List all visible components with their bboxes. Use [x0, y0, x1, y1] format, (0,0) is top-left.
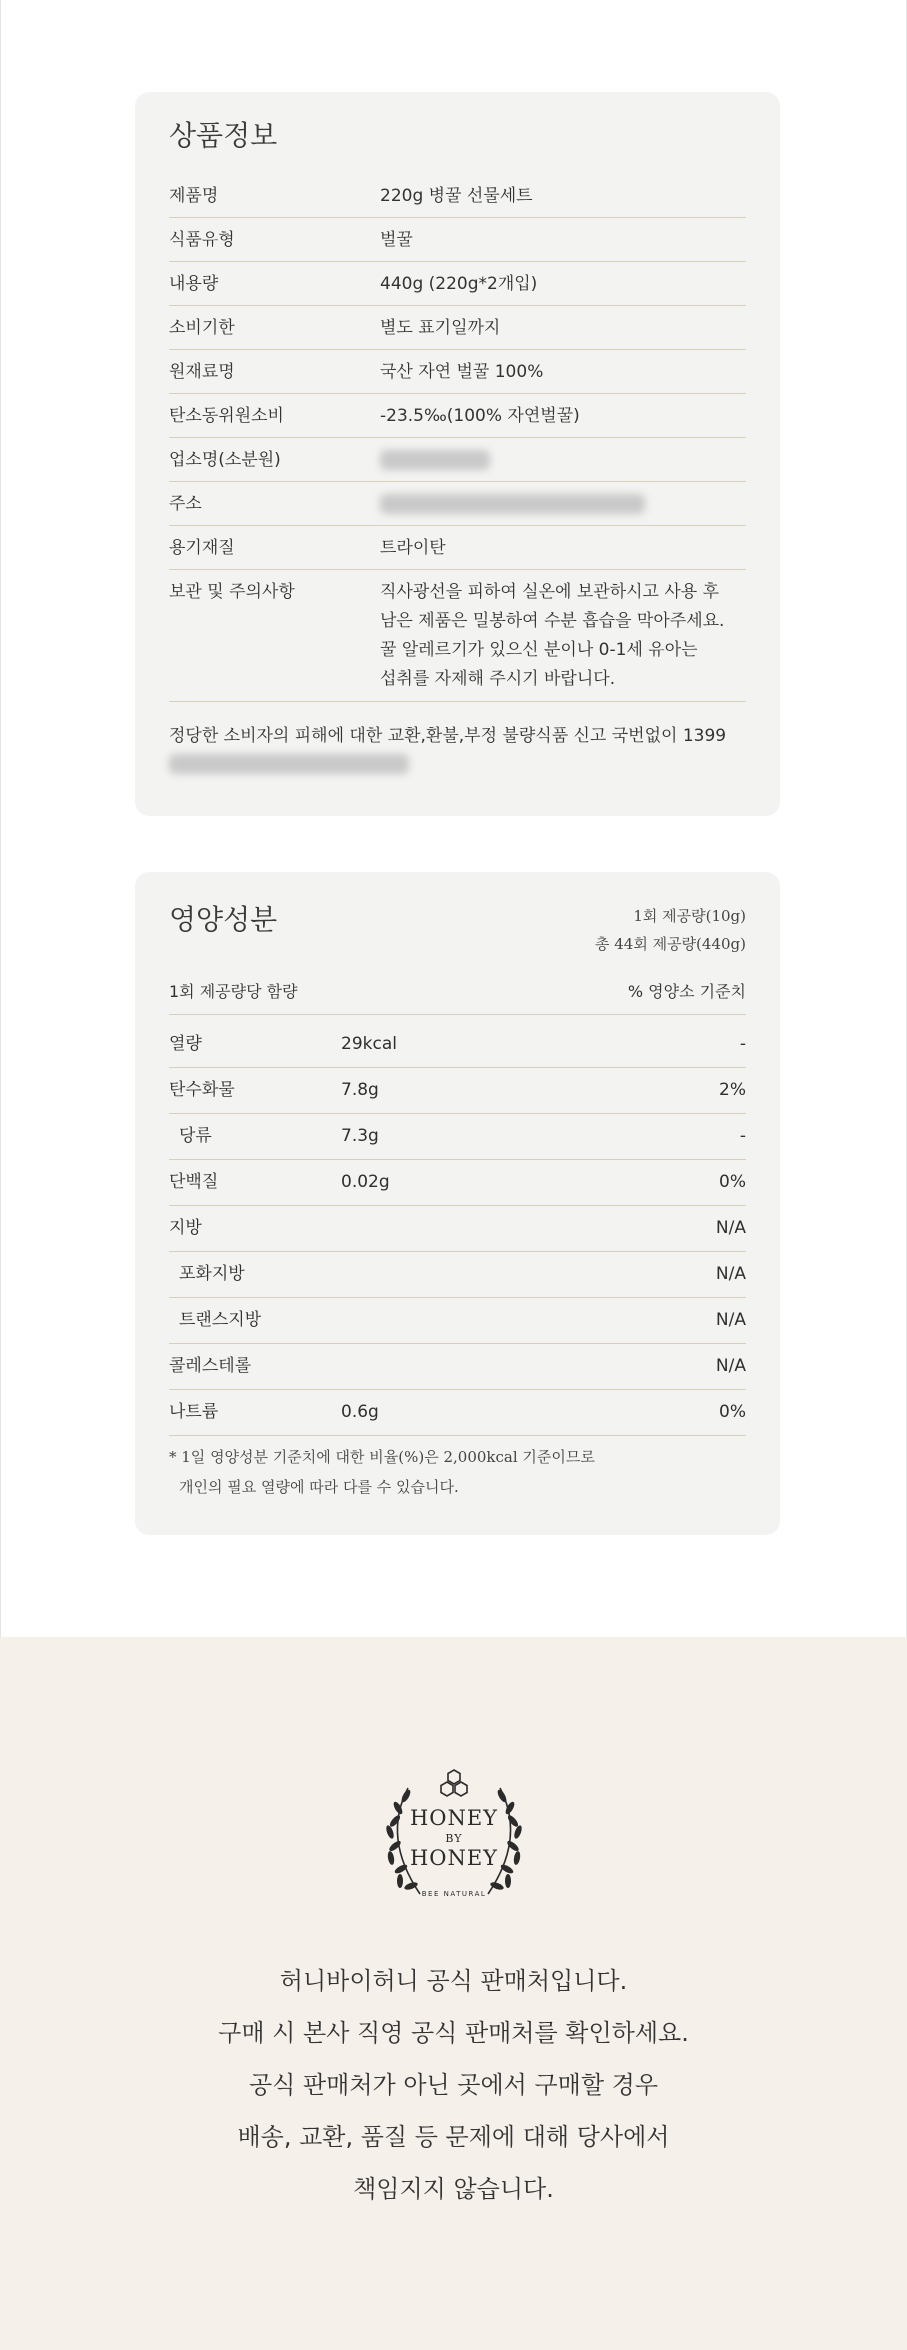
nutrient-amount: 7.3g	[341, 1126, 379, 1146]
nutrition-header-left: 1회 제공량당 함량	[169, 982, 298, 1001]
brand-message-line: 공식 판매처가 아닌 곳에서 구매할 경우	[248, 2071, 659, 2099]
nutrient-amount	[341, 1306, 626, 1334]
nutrition-row-cholesterol	[169, 1344, 746, 1390]
nutrition-footnote	[169, 1442, 746, 1502]
info-label: 주소	[169, 494, 202, 514]
nutrient-amount: 0.02g	[341, 1172, 390, 1192]
info-label: 원재료명	[169, 362, 235, 382]
brand-message-line: 배송, 교환, 품질 등 문제에 대해 당사에서	[237, 2123, 670, 2151]
info-row-storage	[169, 570, 746, 702]
info-label: 제품명	[169, 186, 219, 206]
info-row-ingredients	[169, 350, 746, 394]
nutrient-percent: -	[739, 1126, 746, 1146]
info-value: 벌꿀	[380, 230, 413, 250]
nutrient-name: 나트륨	[169, 1402, 219, 1422]
nutrient-amount	[341, 1352, 626, 1380]
product-info-card	[135, 92, 780, 816]
nutrient-name: 단백질	[169, 1172, 219, 1192]
nutrient-name: 트랜스지방	[179, 1310, 262, 1330]
info-row-net-content	[169, 262, 746, 306]
nutrition-header	[169, 978, 746, 1015]
brand-message	[0, 1955, 907, 2215]
info-value: 트라이탄	[380, 538, 446, 558]
info-value: 직사광선을 피하여 실온에 보관하시고 사용 후 남은 제품은 밀봉하여 수분 흡습을 막아주세요. 꿀 알레르기가 있으신 분이나 0-1세 유아는 섭취를 자제해 주시기 바랍니다.	[380, 582, 725, 689]
footnote-line-1: * 1일 영양성분 기준치에 대한 비율(%)은 2,000kcal 기준이므로	[169, 1448, 595, 1466]
nutrition-row-sugars	[169, 1114, 746, 1160]
info-label: 소비기한	[169, 318, 235, 338]
info-label: 탄소동위원소비	[169, 406, 284, 426]
logo-word-honey: HONEY	[409, 1806, 499, 1830]
nutrient-amount: 0.6g	[341, 1402, 379, 1422]
nutrient-name: 포화지방	[179, 1264, 245, 1284]
info-row-expiry	[169, 306, 746, 350]
info-value: 별도 표기일까지	[380, 318, 501, 338]
nutrient-amount: 29kcal	[341, 1034, 397, 1054]
nutrition-title: 영양성분	[169, 903, 278, 936]
nutrition-row-carbs	[169, 1068, 746, 1114]
nutrition-row-calories	[169, 1022, 746, 1068]
nutrient-percent: 0%	[719, 1172, 746, 1192]
nutrient-name: 당류	[179, 1126, 212, 1146]
nutrition-header-right: % 영양소 기준치	[627, 982, 746, 1001]
consumer-notice	[169, 722, 746, 778]
info-value-redacted	[380, 490, 746, 518]
nutrient-percent: N/A	[715, 1264, 746, 1284]
nutrient-percent: N/A	[715, 1310, 746, 1330]
info-value-redacted	[380, 446, 746, 474]
info-row-container-material	[169, 526, 746, 570]
nutrition-row-protein	[169, 1160, 746, 1206]
brand-message-line: 책임지지 않습니다.	[353, 2175, 554, 2203]
info-label: 용기재질	[169, 538, 235, 558]
nutrient-percent: N/A	[715, 1218, 746, 1238]
info-row-address	[169, 482, 746, 526]
info-label: 식품유형	[169, 230, 235, 250]
logo-tagline: BEE NATURAL	[421, 1890, 487, 1898]
logo-word-by: BY	[445, 1832, 463, 1845]
product-info-table	[169, 174, 746, 702]
nutrient-percent: 0%	[719, 1402, 746, 1422]
info-value: 국산 자연 벌꿀 100%	[380, 362, 544, 382]
nutrition-serving	[595, 902, 746, 958]
nutrient-percent: -	[739, 1034, 746, 1054]
nutrient-name: 콜레스테롤	[169, 1356, 252, 1376]
consumer-notice-redacted	[169, 750, 746, 778]
nutrition-row-fat	[169, 1206, 746, 1252]
nutrient-amount	[341, 1214, 626, 1242]
nutrition-card	[135, 872, 780, 1535]
info-label: 보관 및 주의사항	[169, 582, 295, 602]
info-label: 내용량	[169, 274, 219, 294]
brand-notice-section	[0, 1637, 907, 2350]
nutrition-row-saturated-fat	[169, 1252, 746, 1298]
info-row-food-type	[169, 218, 746, 262]
brand-message-line: 구매 시 본사 직영 공식 판매처를 확인하세요.	[218, 2019, 689, 2047]
nutrient-percent: 2%	[719, 1080, 746, 1100]
serving-size: 1회 제공량(10g)	[633, 907, 746, 925]
total-servings: 총 44회 제공량(440g)	[594, 935, 746, 953]
logo-word-honey-2: HONEY	[409, 1846, 499, 1870]
nutrient-amount	[341, 1260, 626, 1288]
info-label: 업소명(소분원)	[169, 450, 281, 470]
info-value: 220g 병꿀 선물세트	[380, 186, 533, 206]
honey-by-honey-logo	[368, 1768, 540, 1918]
product-info-title: 상품정보	[169, 119, 278, 152]
nutrient-amount: 7.8g	[341, 1080, 379, 1100]
info-row-business-name	[169, 438, 746, 482]
nutrient-name: 열량	[169, 1034, 202, 1054]
consumer-notice-text: 정당한 소비자의 피해에 대한 교환,환불,부정 불량식품 신고 국번없이 1399	[169, 726, 727, 746]
brand-message-line: 허니바이허니 공식 판매처입니다.	[279, 1967, 628, 1995]
info-value: -23.5‰(100% 자연벌꿀)	[380, 406, 580, 426]
nutrient-percent: N/A	[715, 1356, 746, 1376]
nutrient-name: 지방	[169, 1218, 202, 1238]
info-value: 440g (220g*2개입)	[380, 274, 538, 294]
nutrient-name: 탄수화물	[169, 1080, 235, 1100]
info-row-carbon-isotope	[169, 394, 746, 438]
nutrition-table	[169, 1022, 746, 1436]
nutrition-row-trans-fat	[169, 1298, 746, 1344]
info-row-product-name	[169, 174, 746, 218]
nutrition-row-sodium	[169, 1390, 746, 1436]
footnote-line-2: 개인의 필요 열량에 따라 다를 수 있습니다.	[179, 1478, 459, 1496]
